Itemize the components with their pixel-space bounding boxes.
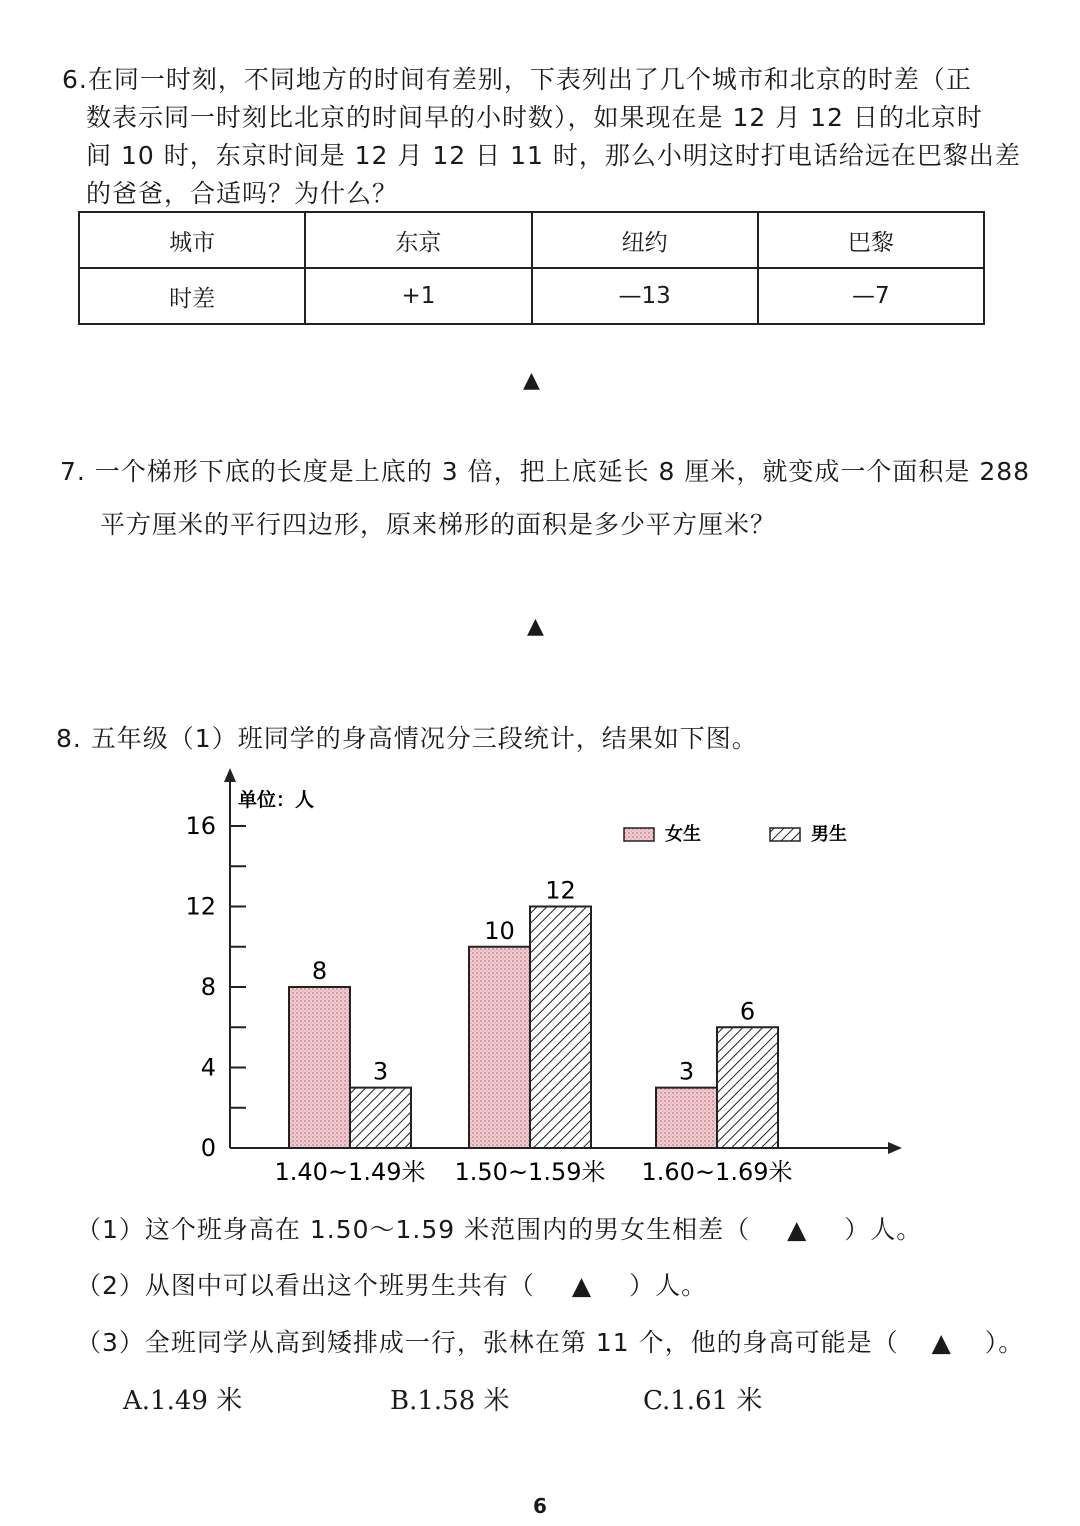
- y-tick-label: 4: [200, 1053, 216, 1082]
- q8-sub3: [76, 1323, 1024, 1359]
- bar-value-label: 3: [372, 1057, 389, 1086]
- bar-value-label: 10: [484, 916, 515, 945]
- q7-answer-marker[interactable]: ▲: [527, 614, 544, 639]
- unit-label: 单位：人: [238, 789, 315, 811]
- y-tick-group: [185, 812, 246, 1162]
- q6-answer-marker[interactable]: ▲: [523, 368, 540, 393]
- legend-label-male: 男生: [811, 824, 847, 845]
- q8-sub2-answer-marker[interactable]: ▲: [571, 1271, 593, 1300]
- bar-value-label: 6: [739, 997, 756, 1026]
- x-category-label: 1.50~1.59米: [454, 1158, 606, 1186]
- table-cell: 东京: [305, 212, 531, 268]
- chart-legend: [624, 823, 847, 845]
- table-cell: —7: [758, 268, 984, 324]
- bar-group: [275, 877, 793, 1187]
- y-axis-arrow-icon: [224, 768, 236, 782]
- bar-value-label: 8: [311, 957, 328, 985]
- legend-swatch-female: [624, 828, 654, 841]
- legend-label-female: 女生: [665, 824, 701, 845]
- x-category-label: 1.40~1.49米: [274, 1158, 426, 1186]
- y-tick-label: 16: [185, 812, 216, 840]
- q6-line-1: 6.在同一时刻，不同地方的时间有差别，下表列出了几个城市和北京的时差（正: [62, 65, 972, 94]
- q8-sub3-tail: ）。: [984, 1328, 1025, 1357]
- legend-swatch-male: [770, 828, 800, 841]
- q8-sub3-text: （3）全班同学从高到矮排成一行，张林在第 11 个，他的身高可能是（: [76, 1328, 899, 1357]
- q8-sub3-answer-marker[interactable]: ▲: [931, 1328, 952, 1357]
- x-category-label: 1.60~1.69米: [641, 1158, 793, 1186]
- table-row: [79, 268, 984, 324]
- page-number: 6: [533, 1494, 547, 1518]
- table-cell: 城市: [79, 212, 305, 268]
- bar-male: [350, 1088, 411, 1148]
- y-tick-label: 8: [200, 973, 216, 1001]
- bar-value-label: 12: [545, 876, 576, 905]
- y-tick-label: 12: [185, 892, 216, 921]
- bar-male: [717, 1027, 778, 1148]
- q7-line-2: 平方厘米的平行四边形，原来梯形的面积是多少平方厘米？: [100, 510, 777, 539]
- table-header-row: [79, 212, 984, 268]
- height-bar-chart: [0, 760, 1080, 1190]
- q6-line-3: 间 10 时，东京时间是 12 月 12 日 11 时，那么小明这时打电话给远在巴黎出差: [86, 141, 1021, 170]
- time-difference-table: [78, 211, 985, 325]
- q8-sub2: [76, 1266, 707, 1302]
- bar-male: [530, 907, 591, 1149]
- q6-line-2: 数表示同一时刻比北京的时间早的小时数），如果现在是 12 月 12 日的北京时: [86, 103, 983, 132]
- q8-sub1-text: （1）这个班身高在 1.50～1.59 米范围内的男女生相差（: [76, 1215, 751, 1244]
- q6-line-4: 的爸爸，合适吗？为什么？: [86, 179, 399, 208]
- bar-value-label: 3: [678, 1057, 695, 1086]
- bar-female: [656, 1088, 717, 1148]
- y-tick-label: 0: [200, 1134, 216, 1162]
- table-cell: +1: [305, 268, 531, 324]
- option-b[interactable]: B.1.58 米: [390, 1386, 510, 1416]
- q8-intro: 8. 五年级（1）班同学的身高情况分三段统计，结果如下图。: [56, 724, 758, 753]
- table-cell: —13: [532, 268, 758, 324]
- x-axis-arrow-icon: [888, 1142, 902, 1154]
- bar-female: [469, 947, 530, 1148]
- table-cell: 纽约: [532, 212, 758, 268]
- table-cell: 时差: [79, 268, 305, 324]
- q8-sub2-text: （2）从图中可以看出这个班男生共有（: [76, 1271, 535, 1300]
- table-cell: 巴黎: [758, 212, 984, 268]
- q7-line-1: 7. 一个梯形下底的长度是上底的 3 倍，把上底延长 8 厘米，就变成一个面积是 288: [60, 457, 1031, 486]
- q8-sub1-tail: ）人。: [844, 1215, 923, 1244]
- bar-female: [289, 987, 350, 1148]
- q8-sub2-tail: ）人。: [629, 1271, 708, 1300]
- option-c[interactable]: C.1.61 米: [643, 1386, 763, 1416]
- option-a[interactable]: A.1.49 米: [123, 1386, 243, 1416]
- q8-sub1-answer-marker[interactable]: ▲: [787, 1215, 808, 1244]
- q8-sub1: [76, 1210, 922, 1246]
